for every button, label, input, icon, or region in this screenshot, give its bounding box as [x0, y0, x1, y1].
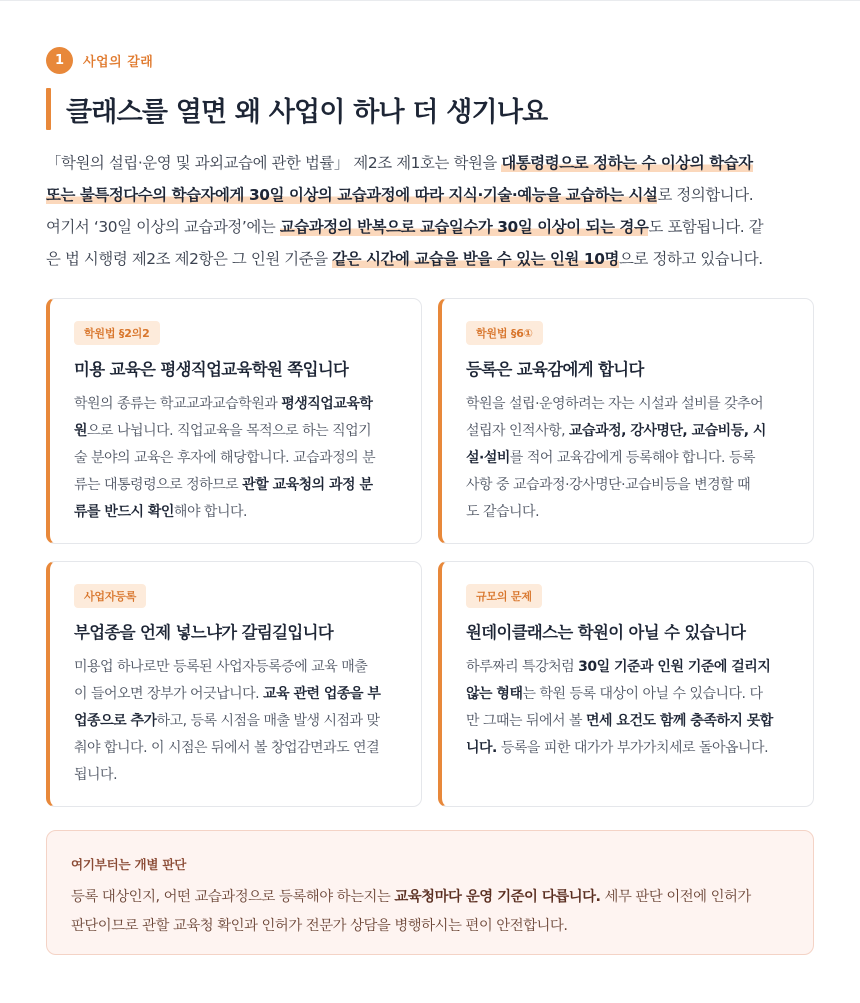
card-body [74, 654, 397, 789]
card-scale-issue [438, 561, 814, 807]
card-title: 원데이클래스는 학원이 아닐 수 있습니다 [466, 623, 746, 642]
intro-text: 「학원의 설립·운영 및 과외교습에 관한 법률」 제2조 제1호는 학원을 [46, 154, 502, 172]
intro-highlight: 교습과정의 반복으로 교습일수가 30일 이상이 되는 경우 [279, 218, 649, 236]
note-bold-text: 교육청마다 운영 기준이 다릅니다. [394, 889, 601, 905]
card-line [466, 708, 789, 735]
card-text: 하고, 등록 시점을 매출 발생 시점과 맞 [156, 713, 380, 729]
card-text: 으로 나뉩니다. 직업교육을 목적으로 하는 직업기 [87, 423, 372, 439]
section-label: 사업의 갈래 [83, 55, 154, 70]
card-body [466, 654, 789, 762]
card-tag: 규모의 문제 [466, 584, 542, 608]
card-line [466, 418, 789, 445]
card-bold-text: 원 [74, 423, 88, 439]
card-bold-text: 교육 관련 업종을 부 [263, 686, 381, 702]
card-text: 설립자 인적사항, [466, 423, 570, 439]
card-line [466, 681, 789, 708]
card-text: 해야 합니다. [173, 504, 247, 520]
card-line [74, 708, 397, 735]
card-bold-text: 류를 반드시 확인 [74, 504, 174, 520]
card-bold-text: 교습과정, 강사명단, 교습비등, 시 [569, 423, 766, 439]
card-line [466, 391, 789, 418]
card-bold-text: 30일 기준과 인원 기준에 걸리지 [578, 659, 771, 675]
intro-highlight: 대통령령으로 정하는 수 이상의 학습자 [501, 154, 753, 172]
card-text: 를 적어 교육감에게 등록해야 합니다. 등록 [509, 450, 755, 466]
card-bold-text: 니다. [466, 740, 497, 756]
card-line [466, 654, 789, 681]
card-body [74, 391, 397, 526]
card-bold-text: 평생직업교육학 [281, 396, 373, 412]
card-text: 이 들어오면 장부가 어긋납니다. [74, 686, 264, 702]
card-bold-text: 않는 형태 [466, 686, 523, 702]
card-text: 미용업 하나로만 등록된 사업자등록증에 교육 매출 [74, 659, 368, 675]
top-divider [0, 0, 860, 1]
card-text: 하루짜리 특강처럼 [466, 659, 579, 675]
card-text: 춰야 합니다. 이 시점은 뒤에서 볼 창업감면과도 연결 [74, 740, 380, 756]
card-tag: 학원법 §2의2 [74, 321, 160, 345]
intro-text: 여기서 ‘30일 이상의 교습과정’에는 [46, 218, 280, 236]
individual-judgment-note [46, 830, 814, 955]
card-line [74, 472, 397, 499]
note-line [71, 883, 789, 912]
intro-line [46, 147, 816, 179]
card-line [74, 735, 397, 762]
page-title: 클래스를 열면 왜 사업이 하나 더 생기나요 [66, 96, 548, 128]
card-text: 만 그때는 뒤에서 볼 [466, 713, 586, 729]
card-text: 학원을 설립·운영하려는 자는 시설과 설비를 갖추어 [466, 396, 764, 412]
card-line [74, 391, 397, 418]
card-text: 학원의 종류는 학교교과교습학원과 [74, 396, 282, 412]
card-text: 사항 중 교습과정·강사명단·교습비등을 변경할 때 [466, 477, 751, 493]
intro-highlight: 같은 시간에 교습을 받을 수 있는 인원 10명 [332, 250, 620, 268]
card-text: 는 학원 등록 대상이 아닐 수 있습니다. 다 [522, 686, 763, 702]
note-line [71, 912, 789, 941]
card-line [466, 499, 789, 526]
intro-paragraph [46, 147, 816, 275]
card-business-registration [46, 561, 422, 807]
card-body [466, 391, 789, 526]
card-academy-type [46, 298, 422, 544]
card-tag: 사업자등록 [74, 584, 146, 608]
intro-text: 로 정의합니다. [657, 186, 754, 204]
card-text: 류는 대통령령으로 정하므로 [74, 477, 243, 493]
card-bold-text: 업종으로 추가 [74, 713, 157, 729]
card-line [466, 445, 789, 472]
card-line [74, 762, 397, 789]
card-title: 부업종을 언제 넣느냐가 갈림길입니다 [74, 623, 334, 642]
card-line [74, 418, 397, 445]
intro-line [46, 243, 816, 275]
card-text: 됩니다. [74, 767, 118, 783]
card-line [74, 499, 397, 526]
note-title: 여기부터는 개별 판단 [71, 857, 187, 872]
card-line [74, 445, 397, 472]
card-registration [438, 298, 814, 544]
note-text: 등록 대상인지, 어떤 교습과정으로 등록해야 하는지는 [71, 889, 395, 905]
section-number-badge: 1 [46, 47, 73, 74]
note-text: 세무 판단 이전에 인허가 [600, 889, 751, 905]
note-text: 판단이므로 관할 교육청 확인과 인허가 전문가 상담을 병행하시는 편이 안전합니다. [71, 918, 568, 934]
card-bold-text: 관할 교육청의 과정 분 [242, 477, 373, 493]
note-body [71, 883, 789, 941]
card-title: 등록은 교육감에게 합니다 [466, 360, 644, 379]
intro-line [46, 179, 816, 211]
intro-highlight: 또는 불특정다수의 학습자에게 30일 이상의 교습과정에 따라 지식·기술·예능을 교습하는 시설 [46, 186, 658, 204]
card-line [466, 472, 789, 499]
card-title: 미용 교육은 평생직업교육학원 쪽입니다 [74, 360, 349, 379]
intro-text: 으로 정하고 있습니다. [619, 250, 763, 268]
card-text: 도 같습니다. [466, 504, 540, 520]
title-block [46, 88, 547, 130]
card-bold-text: 설·설비 [466, 450, 510, 466]
title-accent-bar [46, 88, 51, 130]
card-line [466, 735, 789, 762]
intro-text: 도 포함됩니다. 같 [648, 218, 764, 236]
section-header [46, 47, 153, 74]
card-bold-text: 면세 요건도 함께 충족하지 못합 [586, 713, 773, 729]
card-text: 등록을 피한 대가가 부가가치세로 돌아옵니다. [496, 740, 769, 756]
intro-line [46, 211, 816, 243]
card-tag: 학원법 §6① [466, 321, 543, 345]
card-text: 술 분야의 교육은 후자에 해당합니다. 교습과정의 분 [74, 450, 376, 466]
intro-text: 은 법 시행령 제2조 제2항은 그 인원 기준을 [46, 250, 333, 268]
card-line [74, 654, 397, 681]
card-line [74, 681, 397, 708]
